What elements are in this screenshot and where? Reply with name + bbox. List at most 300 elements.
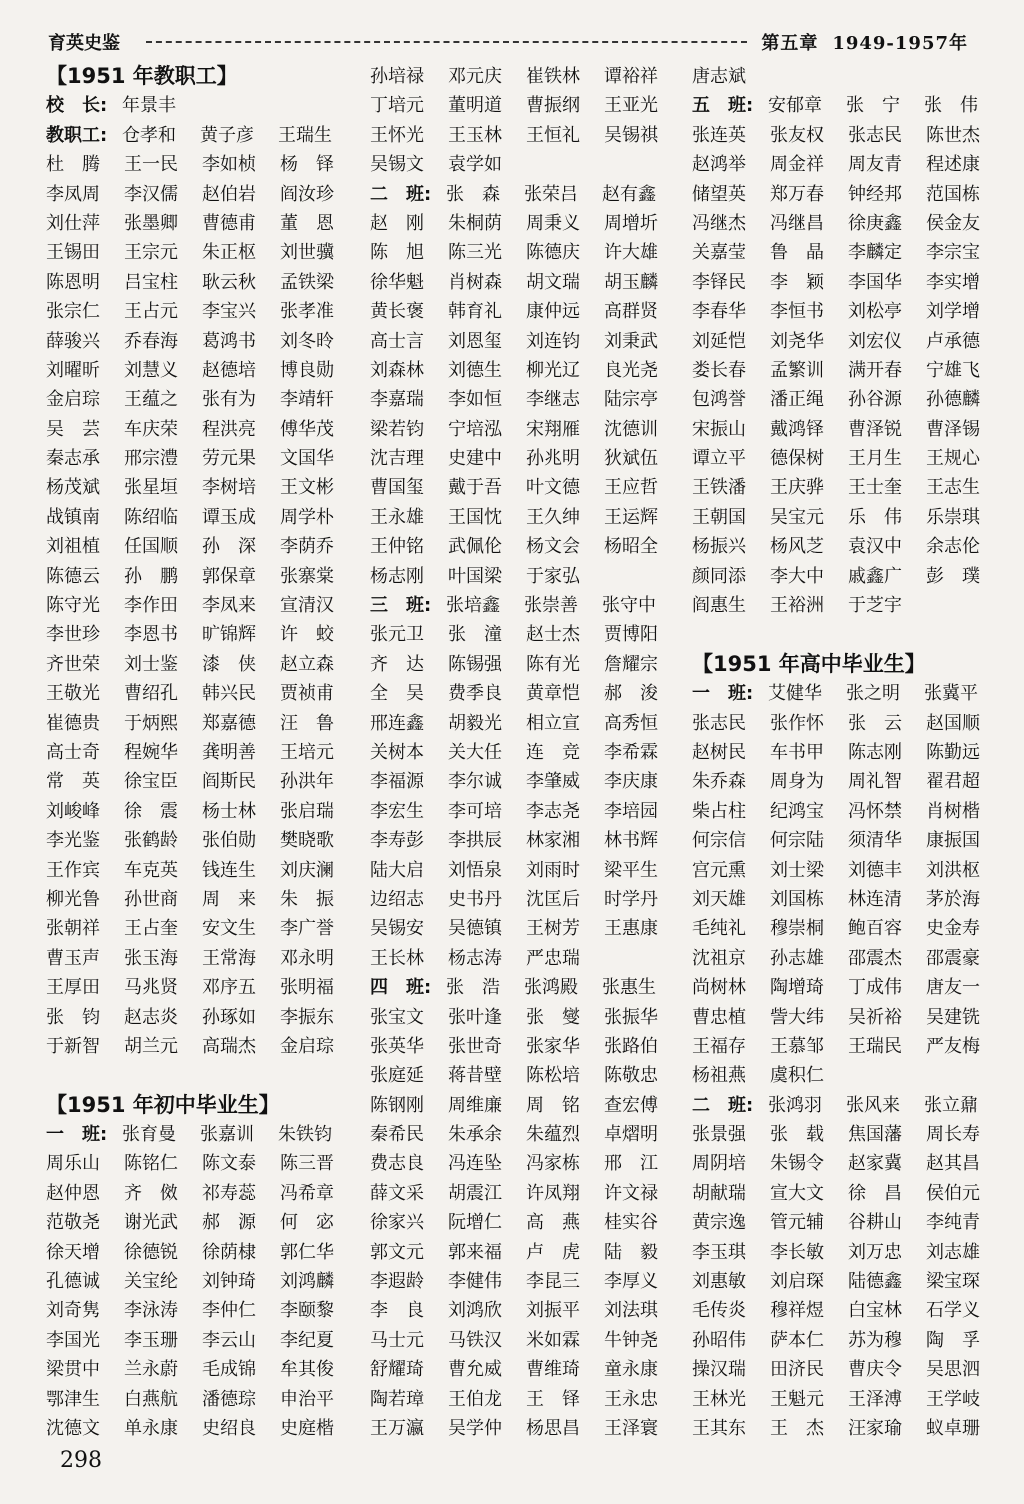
name-row: [46, 1179, 366, 1208]
name-row: [46, 327, 366, 356]
person-name: 张鸿殿: [524, 977, 578, 999]
name-row: [370, 532, 690, 561]
name-row: [46, 150, 366, 179]
person-name: 张寨棠: [280, 565, 334, 587]
name-row: [692, 327, 1012, 356]
person-name: 李凤来: [202, 595, 256, 617]
chapter-heading: [761, 29, 968, 55]
person-name: 刘峻峰: [46, 800, 100, 822]
person-name: 张家华: [526, 1035, 580, 1057]
person-name: 沈德训: [604, 418, 658, 440]
name-row: [692, 856, 1012, 885]
section-title: 【1951 年初中毕业生】: [46, 1092, 280, 1117]
person-name: 柳光鲁: [46, 888, 100, 910]
person-name: 冯家栋: [526, 1153, 580, 1175]
person-name: 常 英: [46, 771, 100, 793]
person-name: 陈德庆: [526, 242, 580, 264]
person-name: 吕宝柱: [124, 271, 178, 293]
name-row: [46, 885, 366, 914]
person-name: 谭玉成: [202, 506, 256, 528]
person-name: 范国栋: [926, 183, 980, 205]
person-name: 刘延恺: [692, 330, 746, 352]
name-row: [370, 1032, 690, 1061]
person-name: 王厚田: [46, 977, 100, 999]
name-row: [46, 767, 366, 796]
person-name: 陈三晋: [280, 1153, 334, 1175]
person-name: 管元辅: [770, 1212, 824, 1234]
person-name: 秦希民: [370, 1124, 424, 1146]
page-header: [48, 28, 968, 56]
person-name: 訾大纬: [770, 1006, 824, 1028]
person-name: 李宝兴: [202, 301, 256, 323]
person-name: 张 燮: [526, 1006, 580, 1028]
person-name: 宁雄飞: [926, 359, 980, 381]
person-name: 周身为: [770, 771, 824, 793]
person-name: 张振华: [604, 1006, 658, 1028]
person-name: 周 铭: [526, 1094, 580, 1116]
person-name: 谭裕祥: [604, 66, 658, 87]
person-name: 谭立平: [692, 448, 746, 470]
person-name: 张英华: [370, 1035, 424, 1057]
name-row: [370, 562, 690, 591]
person-name: 李长敏: [770, 1241, 824, 1263]
person-name: 李嘉瑞: [370, 389, 424, 411]
person-name: 赵德培: [202, 359, 256, 381]
person-name: 郑万春: [770, 183, 824, 205]
person-name: 郭保章: [202, 565, 256, 587]
person-name: 张景强: [692, 1124, 746, 1146]
person-name: 刘钟琦: [202, 1271, 256, 1293]
person-name: 文国华: [280, 448, 334, 470]
person-name: 任国顺: [124, 536, 178, 558]
name-row: [692, 473, 1012, 502]
name-row: [370, 1414, 690, 1443]
person-name: 周阴培: [692, 1153, 746, 1175]
person-name: 周金祥: [770, 154, 824, 176]
person-name: 吴祈裕: [848, 1006, 902, 1028]
person-name: 刘秉武: [604, 330, 658, 352]
person-name: 张风来: [846, 1094, 900, 1116]
person-name: 刘世骥: [280, 242, 334, 264]
person-name: 张宝文: [370, 1006, 424, 1028]
group-label: 二 班:: [692, 1094, 754, 1116]
person-name: 袁汉中: [848, 536, 902, 558]
person-name: 汪 鲁: [280, 712, 334, 734]
group-label: 五 班:: [692, 95, 754, 117]
person-name: 张启瑞: [280, 800, 334, 822]
person-name: 刘恩玺: [448, 330, 502, 352]
person-name: 李培园: [604, 800, 658, 822]
name-row: [370, 503, 690, 532]
person-name: 颜同添: [692, 565, 746, 587]
person-name: 王万瀛: [370, 1417, 424, 1439]
name-row: [692, 385, 1012, 414]
person-name: 吴学仲: [448, 1417, 502, 1439]
person-name: 关嘉莹: [692, 242, 746, 264]
name-row: [692, 444, 1012, 473]
person-name: 刘惠敏: [692, 1271, 746, 1293]
person-name: 朱正枢: [202, 242, 256, 264]
name-row: [370, 591, 690, 620]
person-name: 王月生: [848, 448, 902, 470]
person-name: 全 吴: [370, 683, 424, 705]
person-name: 刘尧华: [770, 330, 824, 352]
person-name: 谷耕山: [848, 1212, 902, 1234]
person-name: 李昆三: [526, 1271, 580, 1293]
person-name: 王一民: [124, 154, 178, 176]
name-row: [46, 620, 366, 649]
person-name: 赵 刚: [370, 212, 424, 234]
group-label: 四 班:: [370, 977, 432, 999]
person-name: 冯怀禁: [848, 800, 902, 822]
person-name: 郝 浚: [604, 683, 658, 705]
person-name: 范敬尧: [46, 1212, 100, 1234]
person-name: 吴锡祺: [604, 124, 658, 146]
person-name: 肖树森: [448, 271, 502, 293]
person-name: 周长寿: [926, 1124, 980, 1146]
person-name: 张连英: [692, 124, 746, 146]
person-name: 孙琢如: [202, 1006, 256, 1028]
person-name: 严友梅: [926, 1035, 980, 1057]
name-row: [692, 150, 1012, 179]
name-row: [46, 826, 366, 855]
name-row: [692, 1238, 1012, 1267]
person-name: 史庭楷: [280, 1417, 334, 1439]
name-row: [692, 1149, 1012, 1178]
person-name: 杨茂斌: [46, 477, 100, 499]
person-name: 陈三光: [448, 242, 502, 264]
person-name: 陈守光: [46, 595, 100, 617]
name-row: [46, 444, 366, 473]
person-name: 王庆骅: [770, 477, 824, 499]
person-name: 陆德鑫: [848, 1271, 902, 1293]
name-row: [370, 767, 690, 796]
person-name: 孙 深: [202, 536, 256, 558]
person-name: 赵伯岩: [202, 183, 256, 205]
person-name: 刘森林: [370, 359, 424, 381]
name-row: [46, 1032, 366, 1061]
person-name: 刘志雄: [926, 1241, 980, 1263]
person-name: 年景丰: [122, 95, 176, 117]
person-name: 毛传炎: [692, 1300, 746, 1322]
person-name: 钱连生: [202, 859, 256, 881]
person-name: 王树芳: [526, 918, 580, 940]
person-name: 何宗陆: [770, 830, 824, 852]
name-row: [46, 1296, 366, 1325]
person-name: 白宝林: [848, 1300, 902, 1322]
person-name: 朱承余: [448, 1124, 502, 1146]
person-name: 郭文元: [370, 1241, 424, 1263]
person-name: 王 铎: [526, 1388, 580, 1410]
person-name: 李纪夏: [280, 1329, 334, 1351]
person-name: 许文禄: [604, 1182, 658, 1204]
person-name: 孟繁训: [770, 359, 824, 381]
name-row: [692, 973, 1012, 1002]
person-name: 卢 虎: [526, 1241, 580, 1263]
person-name: 虞积仁: [770, 1065, 824, 1087]
person-name: 陈文泰: [202, 1153, 256, 1175]
name-row: [370, 1179, 690, 1208]
name-row: [46, 591, 366, 620]
name-row: [692, 1003, 1012, 1032]
person-name: 曹维琦: [526, 1359, 580, 1381]
person-name: 操汉瑞: [692, 1359, 746, 1381]
person-name: 高秀恒: [604, 712, 658, 734]
person-name: 胡献瑞: [692, 1182, 746, 1204]
person-name: 徐家兴: [370, 1212, 424, 1234]
person-name: 金启琮: [46, 389, 100, 411]
person-name: 博良勋: [280, 359, 334, 381]
person-name: 余志伦: [926, 536, 980, 558]
name-row: [692, 62, 1012, 91]
person-name: 刘士鉴: [124, 653, 178, 675]
person-name: 曹绍孔: [124, 683, 178, 705]
name-row: [370, 679, 690, 708]
person-name: 程述康: [926, 154, 980, 176]
person-name: 宣大文: [770, 1182, 824, 1204]
person-name: 周友青: [848, 154, 902, 176]
person-name: 米如霖: [526, 1329, 580, 1351]
person-name: 刘庆澜: [280, 859, 334, 881]
person-name: 王蕴之: [124, 389, 178, 411]
name-row: [692, 180, 1012, 209]
person-name: 徐 震: [124, 800, 178, 822]
name-row: [370, 1149, 690, 1178]
name-row: [692, 91, 1012, 120]
person-name: 柴占柱: [692, 800, 746, 822]
person-name: 李玉珊: [124, 1329, 178, 1351]
name-row: [692, 1120, 1012, 1149]
person-name: 梁宝琛: [926, 1271, 980, 1293]
person-name: 刘冬昤: [280, 330, 334, 352]
name-row: [692, 209, 1012, 238]
person-name: 齐 达: [370, 653, 424, 675]
person-name: 张孝准: [280, 301, 334, 323]
person-name: 徐天增: [46, 1241, 100, 1263]
person-name: 朱铁钧: [278, 1124, 332, 1146]
person-name: 刘雨时: [526, 859, 580, 881]
name-row: [370, 1385, 690, 1414]
person-name: 胡兰元: [124, 1035, 178, 1057]
person-name: 王占奎: [124, 918, 178, 940]
person-name: 张朝祥: [46, 918, 100, 940]
person-name: 德保树: [770, 448, 824, 470]
person-name: 于炳熙: [124, 712, 178, 734]
person-name: 李 颖: [770, 271, 824, 293]
person-name: 周 来: [202, 888, 256, 910]
person-name: 王敬光: [46, 683, 100, 705]
person-name: 徐华魁: [370, 271, 424, 293]
person-name: 陈钢刚: [370, 1094, 424, 1116]
name-row: [370, 473, 690, 502]
name-row: [46, 121, 366, 150]
name-row: [46, 650, 366, 679]
person-name: 陶增琦: [770, 977, 824, 999]
person-name: 王久绅: [526, 506, 580, 528]
person-name: 刘祖植: [46, 536, 100, 558]
person-name: 张志民: [848, 124, 902, 146]
name-row: [692, 1326, 1012, 1355]
person-name: 关树本: [370, 741, 424, 763]
person-name: 相立宣: [526, 712, 580, 734]
name-row: [46, 797, 366, 826]
person-name: 马兆贤: [124, 977, 178, 999]
person-name: 刘奇隽: [46, 1300, 100, 1322]
person-name: 杜 腾: [46, 154, 100, 176]
person-name: 李树培: [202, 477, 256, 499]
name-row: [370, 1091, 690, 1120]
person-name: 良光尧: [604, 359, 658, 381]
person-name: 张元卫: [370, 624, 424, 646]
name-row: [692, 1385, 1012, 1414]
person-name: 赵鸿举: [692, 154, 746, 176]
name-row: [692, 562, 1012, 591]
person-name: 史绍良: [202, 1417, 256, 1439]
person-name: 漆 侠: [202, 653, 256, 675]
person-name: 邓序五: [202, 977, 256, 999]
person-name: 孙德麟: [926, 389, 980, 411]
person-name: 戚鑫广: [848, 565, 902, 587]
person-name: 杨志涛: [448, 947, 502, 969]
person-name: 刘宏仪: [848, 330, 902, 352]
person-name: 杨文会: [526, 536, 580, 558]
person-name: 张荣吕: [524, 183, 578, 205]
person-name: 张庭延: [370, 1065, 424, 1087]
person-name: 李凤周: [46, 183, 100, 205]
name-row: [370, 1208, 690, 1237]
name-row: [370, 1326, 690, 1355]
person-name: 赵士杰: [526, 624, 580, 646]
name-row: [370, 327, 690, 356]
person-name: 张鸿羽: [768, 1094, 822, 1116]
person-name: 李福源: [370, 771, 424, 793]
name-row: [692, 1032, 1012, 1061]
person-name: 张 宁: [846, 95, 900, 117]
person-name: 纪鸿宝: [770, 800, 824, 822]
person-name: 张 浩: [446, 977, 500, 999]
name-row: [370, 738, 690, 767]
person-name: 康仲远: [526, 301, 580, 323]
person-name: 李汉儒: [124, 183, 178, 205]
running-title: 育英史鉴: [48, 33, 120, 54]
person-name: 杨思昌: [526, 1417, 580, 1439]
person-name: 李国华: [848, 271, 902, 293]
person-name: 车书甲: [770, 741, 824, 763]
person-name: 于家弘: [526, 565, 580, 587]
person-name: 须清华: [848, 830, 902, 852]
person-name: 高士言: [370, 330, 424, 352]
person-name: 许大雄: [604, 242, 658, 264]
person-name: 刘天雄: [692, 888, 746, 910]
name-row: [692, 1091, 1012, 1120]
person-name: 李光鉴: [46, 830, 100, 852]
person-name: 贾祯甫: [280, 683, 334, 705]
person-name: 张志民: [692, 712, 746, 734]
person-name: 李春华: [692, 301, 746, 323]
person-name: 王泽溥: [848, 1388, 902, 1410]
person-name: 王泽寰: [604, 1417, 658, 1439]
person-name: 唐志斌: [692, 66, 746, 87]
person-name: 孙洪年: [280, 771, 334, 793]
person-name: 赵国顺: [926, 712, 980, 734]
person-name: 牛钟尧: [604, 1329, 658, 1351]
group-label: 校 长:: [46, 95, 108, 117]
person-name: 高瑞杰: [202, 1035, 256, 1057]
name-row: [46, 415, 366, 444]
person-name: 史建中: [448, 448, 502, 470]
person-name: 王铁潘: [692, 477, 746, 499]
person-name: 周秉义: [526, 212, 580, 234]
person-name: 邵震豪: [926, 947, 980, 969]
person-name: 储望英: [692, 183, 746, 205]
person-name: 宫元熏: [692, 859, 746, 881]
person-name: 武佩伦: [448, 536, 502, 558]
person-name: 安文生: [202, 918, 256, 940]
person-name: 李宏生: [370, 800, 424, 822]
name-row: [370, 356, 690, 385]
name-row: [370, 914, 690, 943]
person-name: 傅华茂: [280, 418, 334, 440]
person-name: 艾健华: [768, 683, 822, 705]
name-row: [692, 1267, 1012, 1296]
person-name: 周礼智: [848, 771, 902, 793]
person-name: 张 森: [446, 183, 500, 205]
person-name: 王魁元: [770, 1388, 824, 1410]
person-name: 郭仁华: [280, 1241, 334, 1263]
person-name: 李广誉: [280, 918, 334, 940]
person-name: 石学义: [926, 1300, 980, 1322]
name-row: [370, 1120, 690, 1149]
person-name: 曹泽锐: [848, 418, 902, 440]
name-row: [692, 826, 1012, 855]
chapter-years: 1949-1957年: [832, 33, 968, 54]
person-name: 徐 昌: [848, 1182, 902, 1204]
person-name: 沈德文: [46, 1417, 100, 1439]
person-name: 冯继杰: [692, 212, 746, 234]
person-name: 潘德琮: [202, 1388, 256, 1410]
person-name: 孙兆明: [526, 448, 580, 470]
person-name: 梁平生: [604, 859, 658, 881]
name-row: [370, 1238, 690, 1267]
person-name: 戴于吾: [448, 477, 502, 499]
person-name: 彭 璞: [926, 565, 980, 587]
person-name: 黄章恺: [526, 683, 580, 705]
person-name: 钟经邦: [848, 183, 902, 205]
group-label: 一 班:: [46, 1124, 108, 1146]
person-name: 吴锡安: [370, 918, 424, 940]
person-name: 狄斌伍: [604, 448, 658, 470]
person-name: 曹振纲: [526, 95, 580, 117]
person-name: 曹泽锡: [926, 418, 980, 440]
person-name: 邢宗澧: [124, 448, 178, 470]
person-name: 周增圻: [604, 212, 658, 234]
person-name: 王福存: [692, 1035, 746, 1057]
person-name: 兰永蔚: [124, 1359, 178, 1381]
person-name: 许 蛟: [280, 624, 334, 646]
person-name: 张作怀: [770, 712, 824, 734]
name-row: [46, 356, 366, 385]
name-row: [46, 385, 366, 414]
person-name: 宋振山: [692, 418, 746, 440]
person-name: 孙昭伟: [692, 1329, 746, 1351]
person-name: 单永康: [124, 1417, 178, 1439]
name-row: [46, 562, 366, 591]
person-name: 王运辉: [604, 506, 658, 528]
person-name: 李尔诚: [448, 771, 502, 793]
person-name: 程婉华: [124, 741, 178, 763]
name-row: [370, 709, 690, 738]
person-name: 刘鸿欣: [448, 1300, 502, 1322]
